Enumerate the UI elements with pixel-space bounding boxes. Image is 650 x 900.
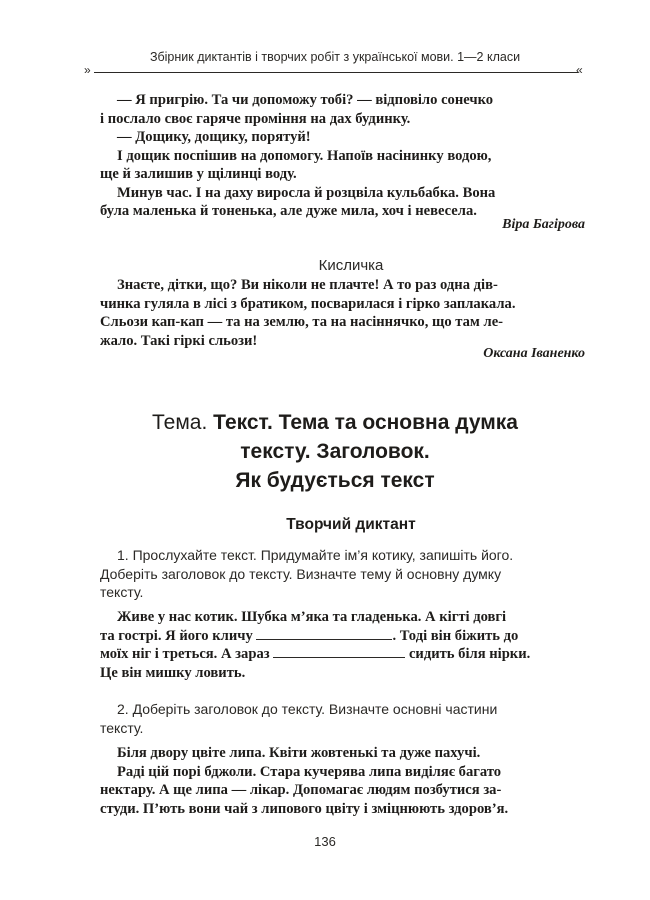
task-2-text-line: студи. П’ють вони чай з липового цвіту і зміцнюють здоров’я. [100, 800, 509, 817]
task-1-text-segment: та гострі. Я його кличу [100, 627, 253, 644]
story-1-line: Минув час. І на даху виросла й розцвіла кульбабка. Вона [117, 184, 496, 201]
story-1-author: Віра Багірова [502, 217, 585, 232]
theme-line-1 [100, 408, 570, 437]
story-2-line: Знаєте, дітки, що? Ви ніколи не плачте! А то раз одна дів- [117, 277, 498, 293]
cat-name-blank-2[interactable] [273, 645, 405, 658]
task-1-instruction-line: Доберіть заголовок до тексту. Визначте тему й основну думку [100, 565, 502, 582]
task-1-instruction-line: тексту. [100, 584, 144, 600]
header-rule-left-mark: » [84, 63, 91, 77]
task-2-text-line: Біля двору цвіте липа. Квіти жовтенькі та дуже пахучі. [117, 745, 481, 761]
theme-title-part-1: Текст. Тема та основна думка [213, 411, 518, 434]
story-2-line: жало. Такі гіркі сльози! [100, 332, 258, 349]
task-2-instruction [100, 700, 585, 737]
story-2-text [100, 276, 585, 350]
task-2-text [100, 744, 585, 818]
story-1-line: — Я пригрію. Та чи допоможу тобі? — відповіло сонечко [117, 92, 494, 108]
task-2-text-line: нектару. А ще липа — лікар. Допомагає людям позбутися за- [100, 782, 502, 798]
story-1-line: — Дощику, дощику, порятуй! [117, 129, 311, 145]
task-1-text-line: Це він мишку ловить. [100, 664, 246, 681]
task-1-instruction-line: 1. Прослухайте текст. Придумайте ім’я котику, запишіть його. [117, 547, 514, 563]
story-2-author: Оксана Іваненко [483, 346, 585, 361]
header-rule [94, 72, 578, 73]
running-header: Збірник диктантів і творчих робіт з української мови. 1—2 класи [149, 50, 521, 64]
task-1-text-segment: моїх ніг і треться. А зараз [100, 646, 270, 662]
task-1-text-segment: сидить біля нірки. [408, 646, 531, 662]
story-1-line: ще й залишив у щілинці воду. [100, 166, 297, 182]
cat-name-blank-1[interactable] [256, 627, 392, 640]
story-2-line: Сльози кап-кап — та на землю, та на насіннячко, що там ле- [100, 314, 504, 330]
page-number: 136 [314, 834, 336, 849]
task-1-text-line [100, 627, 585, 646]
theme-heading [100, 408, 570, 495]
task-2-instruction-line: тексту. [100, 719, 144, 736]
task-1-text-segment: . Тоді він біжить до [392, 627, 519, 644]
task-1-instruction [100, 546, 585, 602]
story-2-line: чинка гуляла в лісі з братиком, посварилася і гірко заплакала. [100, 295, 516, 312]
header-rule-right-mark: « [576, 63, 583, 77]
story-1-line: була маленька й тоненька, але дуже мила, хоч і невесела. [100, 203, 477, 219]
theme-title-part-2: тексту. Заголовок. [240, 440, 430, 463]
story-2-title: Кисличка [318, 257, 384, 274]
task-2-instruction-line: 2. Доберіть заголовок до тексту. Визначте основні частини [117, 701, 498, 717]
story-1-line: І дощик поспішив на допомогу. Напоїв насінинку водою, [117, 147, 492, 164]
task-2-text-line: Раді цій порі бджоли. Стара кучерява липа виділяє багато [117, 763, 502, 780]
theme-prefix: Тема. [152, 411, 214, 434]
theme-title-part-3: Як будується текст [235, 469, 435, 492]
story-1-line: і послало своє гаряче проміння на дах будинку. [100, 110, 411, 127]
story-1-text [100, 91, 585, 221]
section-title: Творчий диктант [286, 516, 416, 533]
task-1-text-line [100, 645, 585, 664]
task-1-text [100, 608, 585, 682]
task-1-text-line: Живе у нас котик. Шубка м’яка та гладенька. А кігті довгі [117, 609, 507, 625]
